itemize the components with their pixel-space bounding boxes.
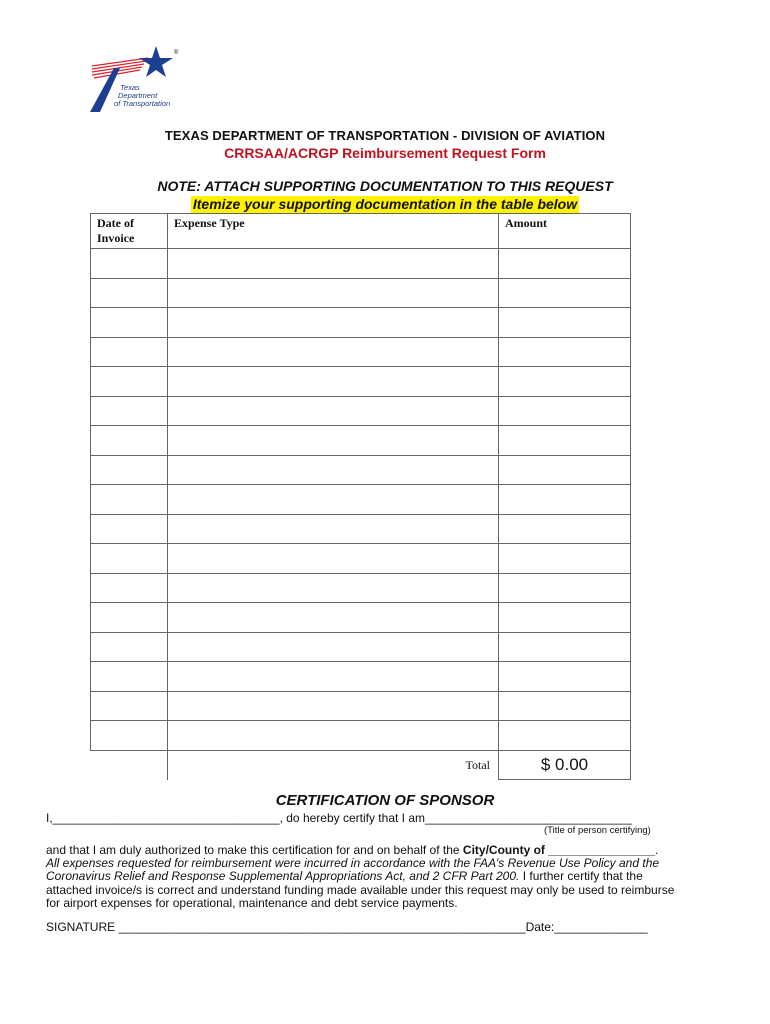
amount-cell[interactable] [499,308,631,338]
certifier-title-field[interactable]: _______________________________ [425,811,632,825]
date-cell[interactable] [91,691,168,721]
date-cell[interactable] [91,308,168,338]
amount-cell[interactable] [499,426,631,456]
expense-type-cell[interactable] [168,455,499,485]
total-value[interactable]: $ 0.00 [499,750,631,780]
logo-reg-mark: ® [174,50,179,56]
certify-line-5: attached invoice/s is correct and understand funding made available under this request may only be used to reimburse [46,883,675,897]
table-row [91,662,631,692]
date-cell[interactable] [91,367,168,397]
expense-type-cell[interactable] [168,691,499,721]
amount-cell[interactable] [499,455,631,485]
table-row [91,721,631,751]
agency-heading: TEXAS DEPARTMENT OF TRANSPORTATION - DIVISION OF AVIATION [164,128,606,143]
table-row [91,367,631,397]
expense-type-cell[interactable] [168,337,499,367]
expense-type-cell[interactable] [168,367,499,397]
table-row [91,396,631,426]
amount-cell[interactable] [499,691,631,721]
total-row [91,750,631,780]
col-date-of-invoice: Date of Invoice [91,214,168,249]
col-amount: Amount [499,214,631,249]
table-row [91,308,631,338]
expense-type-cell[interactable] [168,426,499,456]
expense-type-cell[interactable] [168,396,499,426]
certify-line-2: and that I am duly authorized to make this certification for and on behalf of the City/County of ________________. [46,843,659,857]
table-row [91,691,631,721]
certify-line-3: All expenses requested for reimbursement were incurred in accordance with the FAA's Revenue Use Policy and the [46,856,660,870]
table-row [91,544,631,574]
logo-line-1: Texas [120,83,140,92]
date-cell[interactable] [91,396,168,426]
expense-type-cell[interactable] [168,249,499,279]
date-cell[interactable] [91,514,168,544]
expense-type-cell[interactable] [168,514,499,544]
table-row [91,278,631,308]
amount-cell[interactable] [499,396,631,426]
col-expense-type: Expense Type [168,214,499,249]
date-cell[interactable] [91,632,168,662]
table-row [91,249,631,279]
amount-cell[interactable] [499,632,631,662]
form-title: CRRSAA/ACRGP Reimbursement Request Form [224,145,546,161]
date-cell[interactable] [91,603,168,633]
amount-cell[interactable] [499,603,631,633]
table-row [91,485,631,515]
date-cell[interactable] [91,455,168,485]
date-cell[interactable] [91,662,168,692]
table-row [91,455,631,485]
amount-cell[interactable] [499,514,631,544]
certify-line-6: for airport expenses for operational, maintenance and debt service payments. [46,896,458,910]
date-cell[interactable] [91,278,168,308]
city-county-field[interactable]: ________________ [544,843,656,857]
logo-line-2: Department [118,91,158,100]
certification-title: CERTIFICATION OF SPONSOR [275,792,495,809]
date-cell[interactable] [91,426,168,456]
amount-cell[interactable] [499,721,631,751]
table-row [91,603,631,633]
attach-note: NOTE: ATTACH SUPPORTING DOCUMENTATION TO THIS REQUEST [157,178,613,194]
date-cell[interactable] [91,249,168,279]
table-row [91,426,631,456]
expense-type-cell[interactable] [168,721,499,751]
logo-line-3: of Transportation [114,99,171,108]
signature-field[interactable]: _____________________________________________________________ [118,920,526,934]
certify-line-4: Coronavirus Relief and Response Supplemental Appropriations Act, and 2 CFR Part 200. I further certify that the [46,869,643,883]
table-row [91,573,631,603]
expense-table [90,213,631,780]
itemize-instruction: Itemize your supporting documentation in the table below [192,196,578,212]
table-header-row [91,214,631,249]
expense-type-cell[interactable] [168,485,499,515]
amount-cell[interactable] [499,662,631,692]
expense-type-cell[interactable] [168,603,499,633]
date-cell[interactable] [91,573,168,603]
amount-cell[interactable] [499,337,631,367]
total-label: Total [168,750,499,780]
amount-cell[interactable] [499,573,631,603]
expense-type-cell[interactable] [168,632,499,662]
amount-cell[interactable] [499,367,631,397]
table-row [91,514,631,544]
expense-type-cell[interactable] [168,662,499,692]
amount-cell[interactable] [499,249,631,279]
certify-line-1: I,__________________________________, do hereby certify that I am_______________________________ [46,811,632,825]
expense-type-cell[interactable] [168,278,499,308]
signature-line: SIGNATURE _____________________________________________________________Date:______________ [46,920,648,934]
date-cell[interactable] [91,721,168,751]
title-hint: (Title of person certifying) [544,825,651,836]
expense-type-cell[interactable] [168,573,499,603]
certifier-name-field[interactable]: __________________________________ [52,811,280,825]
expense-type-cell[interactable] [168,544,499,574]
amount-cell[interactable] [499,544,631,574]
table-row [91,632,631,662]
txdot-logo [88,44,188,114]
amount-cell[interactable] [499,278,631,308]
date-field[interactable]: ______________ [554,920,648,934]
table-row [91,337,631,367]
date-cell[interactable] [91,544,168,574]
date-cell[interactable] [91,485,168,515]
date-cell[interactable] [91,337,168,367]
expense-type-cell[interactable] [168,308,499,338]
amount-cell[interactable] [499,485,631,515]
